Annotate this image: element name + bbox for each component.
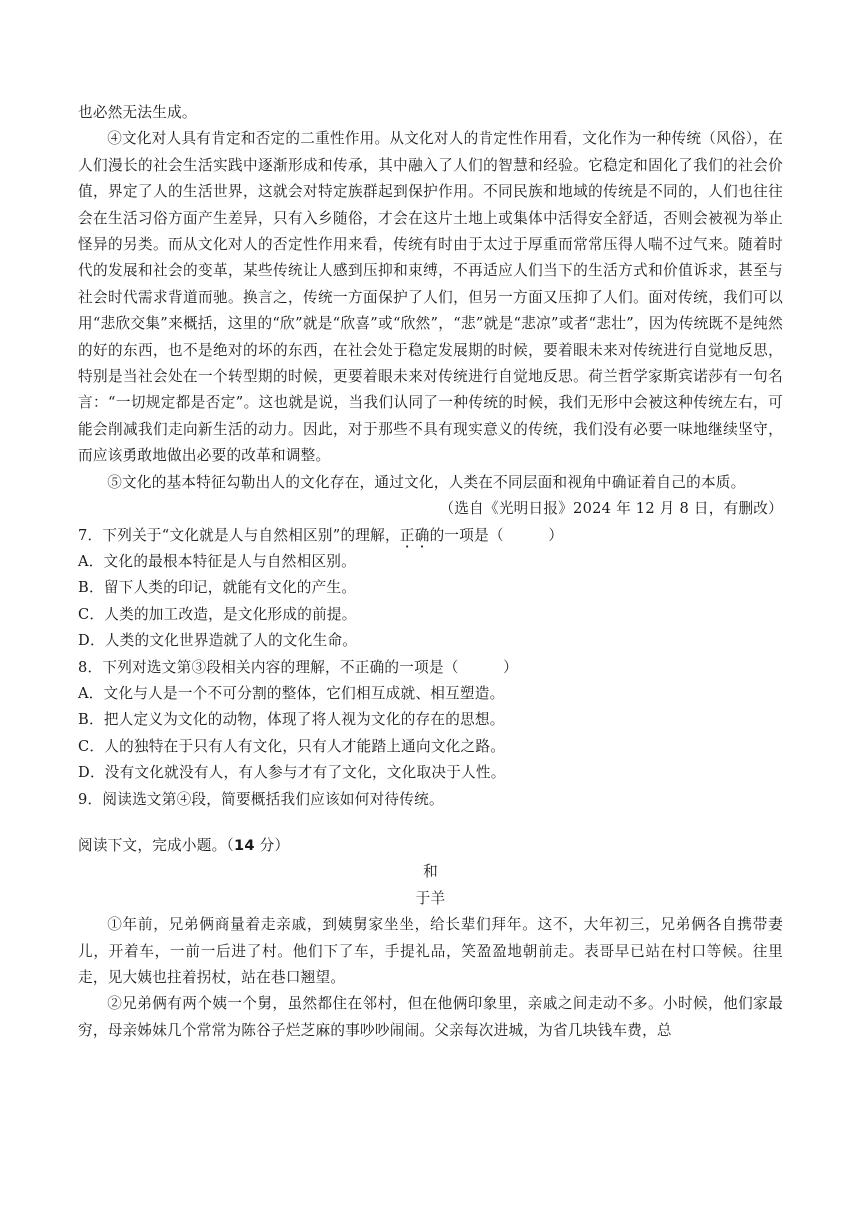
section-gap bbox=[78, 813, 783, 833]
question-7 bbox=[78, 523, 783, 655]
source-citation: （选自《光明日报》2024 年 12 月 8 日，有删改） bbox=[439, 500, 783, 518]
story-paragraph-2: ②兄弟俩有两个姨一个舅，虽然都住在邻村，但在他俩印象里，亲戚之间走动不多。小时候，他们家最穷，母亲姊妹几个常常为陈谷子烂芝麻的事吵吵闹闹。父亲每次进城，为省几块钱车费，总 bbox=[78, 995, 783, 1039]
question-7-stem-text: 7．下列关于“文化就是人与自然相区别”的理解， bbox=[78, 526, 400, 544]
question-7-option-a: A．文化的最根本特征是人与自然相区别。 bbox=[78, 552, 356, 570]
question-7-option-b: B．留下人类的印记，就能有文化的产生。 bbox=[78, 579, 357, 597]
section-2-intro-tail: 分） bbox=[254, 836, 290, 854]
question-7-stem bbox=[78, 523, 783, 549]
question-8-option-b: B．把人定义为文化的动物，体现了将人视为文化的存在的思想。 bbox=[78, 711, 505, 729]
emphasis-char: 正 bbox=[399, 526, 415, 544]
question-7-option-c: C．人类的加工改造，是文化形成的前提。 bbox=[78, 605, 357, 623]
section-2-intro-text: 阅读下文，完成小题。（ bbox=[78, 836, 234, 854]
section-2-intro bbox=[78, 833, 783, 859]
question-8-stem: 8．下列对选文第③段相关内容的理解，不正确的一项是（ ） bbox=[78, 658, 519, 676]
story-title: 和 bbox=[423, 863, 438, 881]
question-7-option-d: D．人类的文化世界造就了人的文化生命。 bbox=[78, 632, 358, 650]
question-8-option-d: D．没有文化就没有人，有人参与才有了文化，文化取决于人性。 bbox=[78, 764, 506, 782]
paragraph-intro: 也必然无法生成。 bbox=[78, 104, 197, 121]
story-paragraph-1: ①年前，兄弟俩商量着走亲戚，到姨舅家坐坐，给长辈们拜年。这不，大年初三，兄弟俩各自携带妻儿，开着车，一前一后进了村。他们下了车，手提礼品，笑盈盈地朝前走。表哥早已站在村口等候。往里走，见大姨也拄着拐杖，站在巷口翘望。 bbox=[78, 916, 783, 986]
question-7-stem-tail: 的一项是（ ） bbox=[429, 526, 564, 544]
question-9-stem: 9．阅读选文第④段，简要概括我们应该如何对待传统。 bbox=[78, 790, 444, 808]
question-8-option-c: C．人的独特在于只有人有文化，只有人才能踏上通向文化之路。 bbox=[78, 737, 506, 755]
section-2-score: 14 bbox=[233, 836, 255, 854]
emphasis-char: 确 bbox=[414, 526, 430, 544]
paragraph-4: ④文化对人具有肯定和否定的二重性作用。从文化对人的肯定性作用看，文化作为一种传统（风俗），在人们漫长的社会生活实践中逐渐形成和传承，其中融入了人们的智慧和经验。它稳定和固化了我们的社会价值，界定了人的生活世界，这就会对特定族群起到保护作用。不同民族和地域的传统是不同的，人们也往往会在生活习俗方面产生差异，只有入乡随俗，才会在这片土地上或集体中活得安全舒适，否则会被视为举止怪异的另类。而从文化对人的否定性作用来看，传统有时由于太过于厚重而常常压得人喘不过气来。随着时代的发展和社会的变革，某些传统让人感到压抑和束缚，不再适应人们当下的生活方式和价值诉求，甚至与社会时代需求背道而驰。换言之，传统一方面保护了人们，但另一方面又压抑了人们。面对传统，我们可以用“悲欣交集”来概括，这里的“欣”就是“欣喜”或“欣然”，“悲”就是“悲凉”或者“悲壮”，因为传统既不是纯然的好的东西，也不是绝对的坏的东西，在社会处于稳定发展期的时候，要着眼未来对传统进行自觉地反思，特别是当社会处在一个转型期的时候，更要着眼未来对传统进行自觉地反思。荷兰哲学家斯宾诺莎有一句名言：“一切规定都是否定”。这也就是说，当我们认同了一种传统的时候，我们无形中会被这种传统左右，可能会削减我们走向新生活的动力。因此，对于那些不具有现实意义的传统，我们没有必要一味地继续坚守，而应该勇敢地做出必要的改革和调整。 bbox=[78, 130, 783, 465]
question-8-option-a: A．文化与人是一个不可分割的整体，它们相互成就、相互塑造。 bbox=[78, 684, 505, 702]
document-body bbox=[78, 100, 783, 1044]
story-author: 于羊 bbox=[415, 889, 446, 907]
question-8 bbox=[78, 655, 783, 787]
paragraph-5: ⑤文化的基本特征勾勒出人的文化存在，通过文化，人类在不同层面和视角中确证着自己的本质。 bbox=[107, 473, 746, 491]
